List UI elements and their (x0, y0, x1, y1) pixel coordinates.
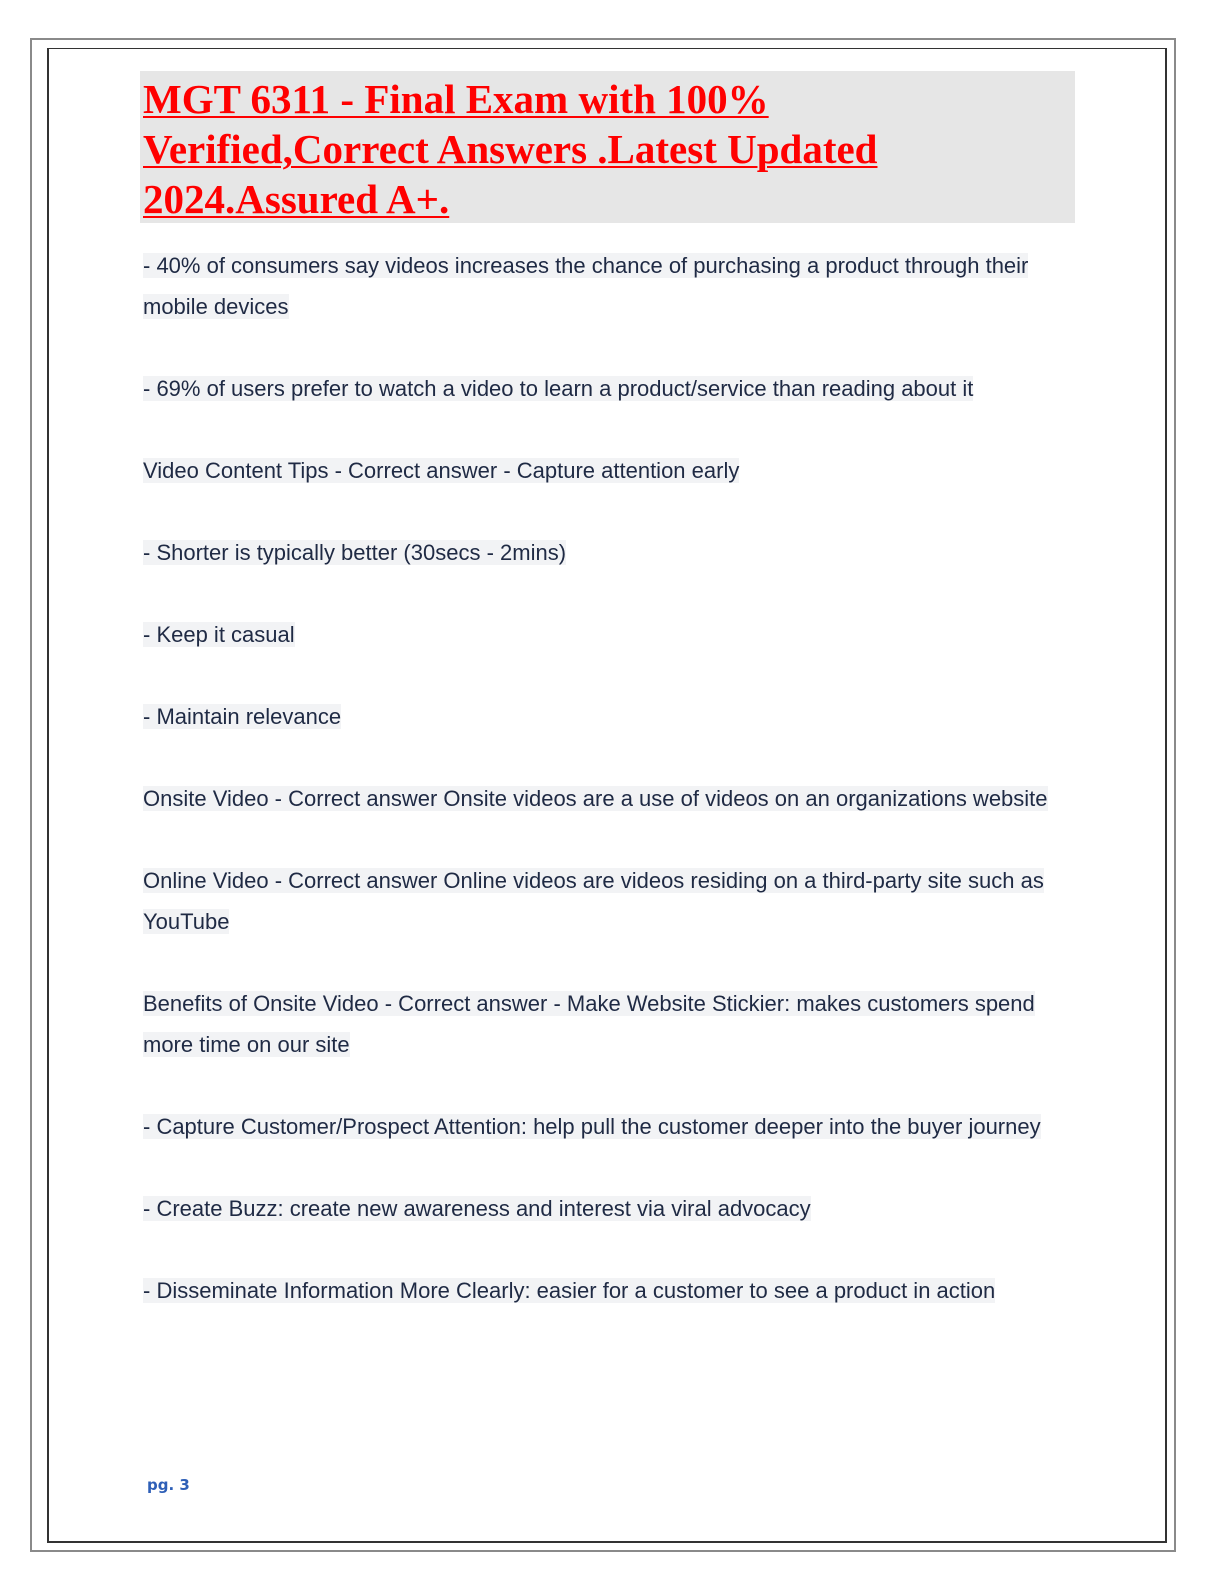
paragraph-text: Onsite Video - Correct answer Onsite videos are a use of videos on an organizations website (143, 786, 1048, 811)
paragraph (143, 778, 1083, 819)
document-body (143, 245, 1083, 1352)
paragraph-text: - Disseminate Information More Clearly: easier for a customer to see a product in action (143, 1278, 996, 1303)
paragraph (143, 860, 1083, 942)
paragraph-text: - 40% of consumers say videos increases the chance of purchasing a product through their mobile devices (143, 253, 1029, 319)
paragraph (143, 983, 1083, 1065)
paragraph-text: - Shorter is typically better (30secs - 2mins) (143, 540, 567, 565)
paragraph-text: Benefits of Onsite Video - Correct answer - Make Website Stickier: makes customers spend more time on our site (143, 991, 1035, 1057)
document-title: MGT 6311 - Final Exam with 100% Verified,Correct Answers .Latest Updated 2024.Assured A+. (143, 76, 878, 222)
paragraph-text: - Maintain relevance (143, 704, 342, 729)
paragraph-text: - Create Buzz: create new awareness and interest via viral advocacy (143, 1196, 811, 1221)
paragraph (143, 245, 1083, 327)
paragraph-text: Online Video - Correct answer Online videos are videos residing on a third-party site such as YouTube (143, 868, 1044, 934)
paragraph-text: - 69% of users prefer to watch a video to learn a product/service than reading about it (143, 376, 974, 401)
paragraph (143, 532, 1083, 573)
paragraph-text: Video Content Tips - Correct answer - Capture attention early (143, 458, 740, 483)
paragraph (143, 1106, 1083, 1147)
paragraph (143, 1270, 1083, 1311)
paragraph-text: - Capture Customer/Prospect Attention: help pull the customer deeper into the buyer journey (143, 1114, 1041, 1139)
paragraph (143, 450, 1083, 491)
page-number: pg. 3 (147, 1476, 190, 1494)
paragraph (143, 696, 1083, 737)
paragraph (143, 614, 1083, 655)
paragraph (143, 368, 1083, 409)
paragraph-text: - Keep it casual (143, 622, 295, 647)
paragraph (143, 1188, 1083, 1229)
